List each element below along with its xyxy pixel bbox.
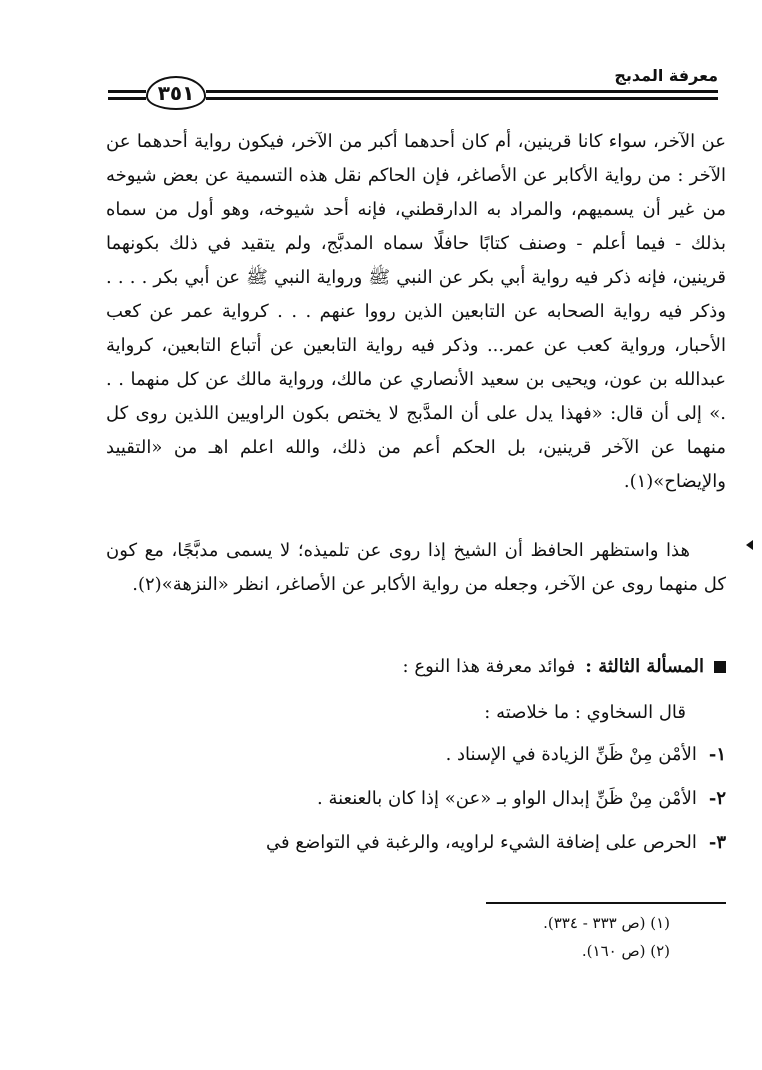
header-rule xyxy=(206,97,718,100)
footnote-separator xyxy=(486,902,726,904)
section-heading xyxy=(106,650,726,684)
list-item-text: الأمْن مِنْ ظَنِّ إبدال الواو بـ «عن» إذا كان بالعنعنة . xyxy=(317,788,697,809)
list-item-number: ٢- xyxy=(708,788,726,809)
list-item-text: الأمْن مِنْ ظَنِّ الزيادة في الإسناد . xyxy=(445,744,697,765)
list-item xyxy=(106,826,726,860)
page-header xyxy=(108,66,718,116)
paragraph-2: هذا واستظهر الحافظ أن الشيخ إذا روى عن تلميذه؛ لا يسمى مدبَّجًا، مع كون كل منهما روى عن الآخر، وجعله من رواية الأكابر عن الأصاغر، انظر «النزهة»(٢). xyxy=(106,540,726,595)
footnote-2: (٢) (ص ١٦٠). xyxy=(581,942,670,960)
section-heading-label: المسألة الثالثة : xyxy=(585,656,704,677)
intro-line: قال السخاوي : ما خلاصته : xyxy=(484,702,686,723)
list-item xyxy=(106,782,726,816)
margin-arrow-icon xyxy=(746,540,753,550)
header-rule xyxy=(206,90,718,93)
list-item xyxy=(106,738,726,772)
section-heading-text: فوائد معرفة هذا النوع : xyxy=(402,656,576,677)
paragraph-1: عن الآخر، سواء كانا قرينين، أم كان أحدهما أكبر من الآخر، فيكون رواية أحدهما عن الآخر : من رواية الأكابر عن الأصاغر، فإن الحاكم نقل هذه التسمية عن بعض شيوخه من غير أن يسميهم، والمراد به الدارقطني، فإنه أحد شيوخه، وهو أول من سماه بذلك - فيما أعلم - وصنف كتابًا حافلًا سماه المدبَّج، ولم يتقيد في ذلك بكونهما قرينين، فإنه ذكر فيه رواية أبي بكر عن النبي ﷺ ورواية النبي ﷺ عن أبي بكر . . . . وذكر فيه رواية الصحابه عن التابعين الذين رووا عنهم . . . كرواية عمر عن كعب الأحبار، ورواية كعب عن عمر... وذكر فيه رواية التابعين عن أتباع التابعين، كرواية عبدالله بن عون، ويحيى بن سعيد الأنصاري عن مالك، ورواية مالك عن كل منهما . . .» إلى أن قال: «فهذا يدل على أن المدَّبج لا يختص بكون الراويين اللذين روى كل منهما عن الآخر قرينين، بل الحكم أعم من ذلك، والله اعلم اهـ من «التقييد والإيضاح»(١). xyxy=(106,131,726,492)
header-rule xyxy=(108,90,146,93)
list-item-number: ١- xyxy=(708,744,726,765)
running-title: معرفة المدبج xyxy=(614,66,718,85)
header-rule xyxy=(108,97,146,100)
square-bullet-icon xyxy=(714,661,726,673)
list-item-text: الحرص على إضافة الشيء لراويه، والرغبة في التواضع في xyxy=(266,832,697,853)
list-item-number: ٣- xyxy=(708,832,726,853)
page-number: ٣٥١ xyxy=(146,76,206,110)
footnote-1: (١) (ص ٣٣٣ - ٣٣٤). xyxy=(543,914,670,932)
